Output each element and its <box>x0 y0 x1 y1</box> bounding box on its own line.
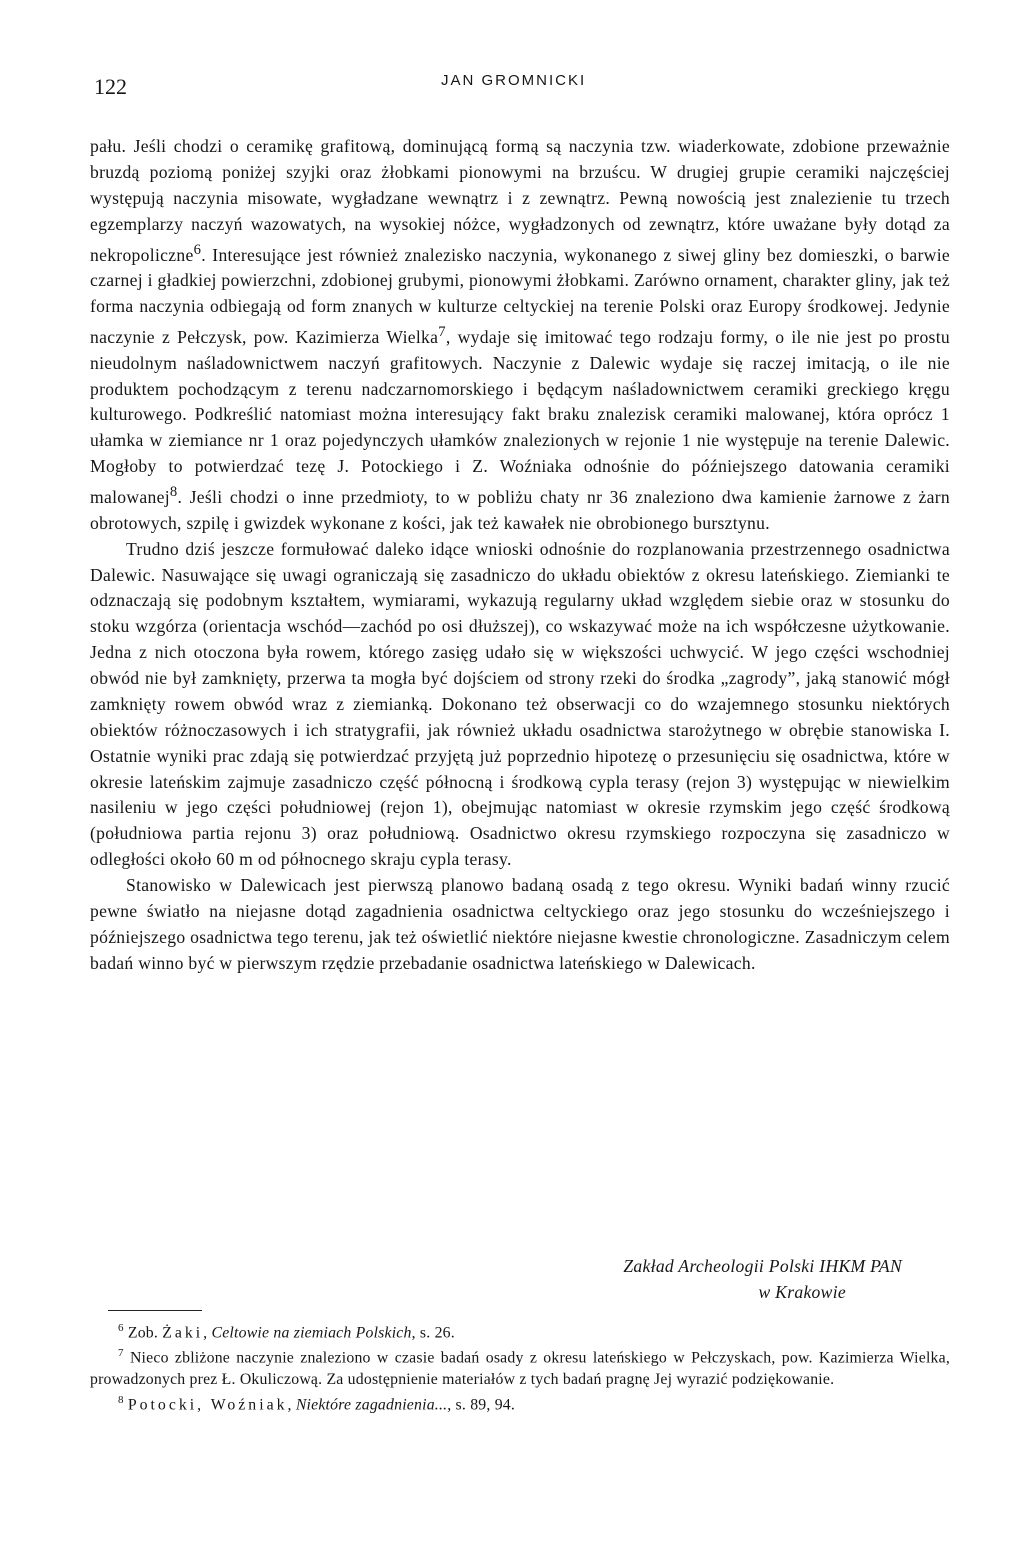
text-span: pału. Jeśli chodzi o ceramikę grafitową, dominującą formą są naczynia tzw. wiaderkowate, zdobione przeważnie bruzdą poziomą poniżej szyjki oraz żłobkami pionowymi na brzuścu. W drugiej grupie ceramiki najczęściej występują naczynia misowate, wygładzane wewnątrz i z zewnątrz. Pewną nowością jest znalezienie tu trzech egzemplarzy naczyń wazowatych, na wysokiej nóżce, wygładzonych od zewnątrz, które uważane były dotąd za nekropoliczne <box>90 136 950 265</box>
footnote-ref: 8 <box>169 484 178 501</box>
paragraph: Trudno dziś jeszcze formułować daleko idące wnioski odnośnie do rozplanowania przestrzennego osadnictwa Dalewic. Nasuwające się uwagi ograniczają się zasadniczo do układu obiektów z okresu lateńskiego. Ziemianki te odznaczają się podobnym kształtem, wymiarami, wykazują regularny układ względem siebie oraz w stosunku do stoku wzgórza (orientacja wschód—zachód po osi dłuższej), co wskazywać może na ich współczesne użytkowanie. Jedna z nich otoczona była rowem, którego zasięg udało się w większości uchwycić. W jego części wschodniej obwód nie był zamknięty, przerwa ta mogła być dojściem od strony rzeki do środka „zagrody”, jaką stanowić mógł zamknięty rowem obwód wraz z ziemianką. Dokonano też obserwacji co do wzajemnego stosunku niektórych obiektów różnoczasowych i ich stratygrafii, jak również układu osadnictwa starożytnego w obrębie stanowiska I. Ostatnie wyniki prac zdają się potwierdzać przyjętą już poprzednio hipotezę o przesunięciu się osadnictwa, które w okresie lateńskim zajmuje zasadniczo część północną i środkową cypla terasy (rejon 3) występując w niewielkim nasileniu w jego części południowej (rejon 1), obejmując natomiast w okresie rzymskim jego część środkową (południowa partia rejonu 3) oraz południową. Osadnictwo okresu rzymskiego rozpoczyna się zasadniczo w odległości około 60 m od północnego skraju cypla terasy. <box>90 538 950 870</box>
footnote-text: Zob. <box>123 1324 163 1342</box>
footnotes <box>90 1318 950 1415</box>
footnote-text: Nieco zbliżone naczynie znaleziono w czasie badań osady z okresu lateńskiego w Pełczyskach, pow. Kazimierza Wielka, prowadzonych prez Ł. Okuliczową. Za udostępnienie materiałów z tych badań pragnę Jej wyrazić podziękowanie. <box>90 1349 950 1388</box>
affiliation-location: w Krakowie <box>758 1282 846 1302</box>
affiliation-signature <box>623 1253 902 1305</box>
text-span: . Interesujące jest również znalezisko naczynia, wykonanego z siwej gliny bez domieszki, o barwie czarnej i gładkiej powierzchni, zdobionej grubymi, pionowymi żłobkami. Zarówno ornament, charakter gliny, jak też forma naczynia odbiegają od form znanych w kulturze celtyckiej na terenie Polski oraz Europy środkowej. Jedynie naczynie z Pełczysk, pow. Kazimierza Wielka <box>90 244 950 347</box>
footnote-title: Celtowie na ziemiach Polskich <box>211 1324 412 1342</box>
footnote-number: 6 <box>118 1322 124 1334</box>
running-head: JAN GROMNICKI <box>441 72 587 89</box>
footnote-ref: 6 <box>193 241 202 258</box>
footnote-number: 7 <box>118 1347 124 1360</box>
text-span: , wydaje się imitować tego rodzaju formy, o ile nie jest po prostu nieudolnym naśladownictwem naczyń grafitowych. Naczynie z Dalewic wydaje się raczej imitacją, o ile nie produktem pochodzącym z terenu nadczarnomorskiego i będącym naśladownictwem ceramiki greckiego kręgu kulturowego. Podkreślić natomiast można interesujący fakt braku znalezisk ceramiki malowanej, która oprócz 1 ułamka w ziemiance nr 1 oraz pojedynczych ułamków znalezionych w rejonie 1 nie występuje na terenie Dalewic. Mogłoby to potwierdzać tezę J. Potockiego i Z. Woźniaka odnośnie do późniejszego datowania ceramiki malowanej <box>90 326 950 507</box>
footnote-author: Żaki <box>162 1324 204 1342</box>
paragraph: Stanowisko w Dalewicach jest pierwszą planowo badaną osadą z tego okresu. Wyniki badań winny rzucić pewne światło na niejasne dotąd zagadnienia osadnictwa celtyckiego oraz jego stosunku do wcześniejszego i późniejszego osadnictwa tego terenu, jak też oświetlić niektóre niejasne kwestie chronologiczne. Zasadniczym celem badań winno być w pierwszym rzędzie przebadanie osadnictwa lateńskiego w Dalewicach. <box>90 875 950 973</box>
footnote-author: Potocki, Woźniak <box>127 1395 288 1413</box>
footnote: $^8$ Potocki, Woźniak, Niektóre zagadnienia..., s. 89, 94. <box>118 1393 516 1413</box>
body-text <box>90 134 950 977</box>
footnote-number: 8 <box>118 1393 124 1406</box>
footnote-text: , s. 26. <box>411 1324 455 1342</box>
affiliation-line: Zakład Archeologii Polski IHKM PAN <box>623 1256 902 1276</box>
text-span: . Jeśli chodzi o inne przedmioty, to w pobliżu chaty nr 36 znaleziono dwa kamienie żarnowe z żarn obrotowych, szpilę i gwizdek wykonane z kości, jak też kawałek nie obrobionego bursztynu. <box>90 486 950 533</box>
footnote-divider <box>108 1310 202 1311</box>
footnote <box>90 1343 950 1389</box>
footnote-text: , s. 89, 94. <box>447 1395 516 1413</box>
footnote-title: Niektóre zagadnienia... <box>295 1395 448 1413</box>
footnote: $^6$ Zob. Żaki, Celtowie na ziemiach Polskich, s. 26. <box>118 1322 455 1342</box>
page-number: 122 <box>94 74 127 99</box>
paragraph <box>90 134 950 537</box>
footnote-ref: 7 <box>438 323 446 340</box>
